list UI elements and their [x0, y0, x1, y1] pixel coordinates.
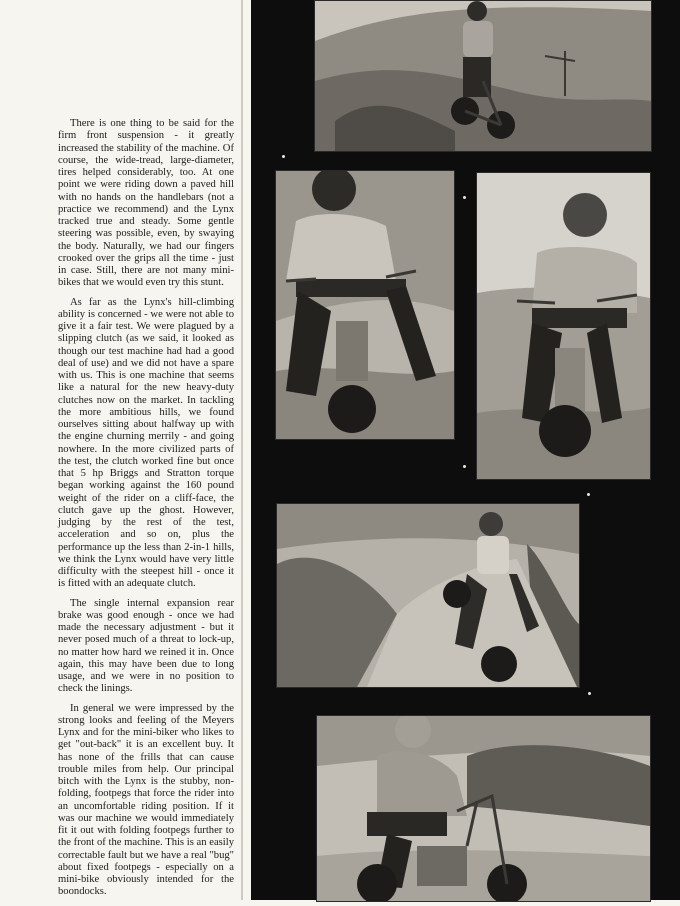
article-paragraph: In general we were impressed by the strong looks and feeling of the Meyers Lynx and for the mini-biker who likes to get "out-back" it is an excellent buy. It has none of the frills that can cause trouble miles from help. Our principal bitch with the Lynx is the stubby, non-folding, footpegs that force the rider into an uncomfortable riding position. If it was our machine we would immediately fit it out with folding footpegs further to the front of the machine. This is an easily correctable fault but we have a real "bug" about fixed footpegs - especially on a mini-bike obviously intended for the boondocks. [58, 702, 235, 898]
article-paragraph: There is one thing to be said for the firm front suspension - it greatly increased the stability of the machine. Of course, the wide-tread, large-diameter, tires helped considerably, too. At one point we were riding down a paved hill with no hands on the handlebars (not a practice we recommend) and the Lynx tracked true and steady. Some gentle steering was possible, even, by swaying the body. Naturally, we had our fingers crooked over the grips all the time - just in case. Still, there are not many mini-bikes that we would even try this stunt. [58, 118, 234, 289]
article-paragraph: As far as the Lynx's hill-climbing ability is concerned - we were not able to give it a fair test. We were plagued by a slipping clutch (as we said, it looked as though our test machine had had a good deal of use) and we did not have a spare with us. This is one machine that seems like a natural for the new heavy-duty clutches now on the market. In tackling the more ambitious hills, we found ourselves sitting about halfway up with the engine churning merrily - and going nowhere. In the more civilized parts of the test, the clutch worked fine but once that 5 hp Briggs and Stratton torque began working against the 160 pound weight of the rider on a cliff-face, the clutch gave up the ghost. However, judging by the rest of the test, acceleration and so on, plus the performance up the less than 2-in-1 hills, we think the Lynx would have very little difficulty with the steepest hill - once it is fitted with an adequate clutch. [58, 296, 234, 590]
photo-rider-closeup [476, 172, 651, 480]
photo-rider-hillside [314, 0, 652, 152]
photo-rider-closeup-image [477, 173, 650, 479]
photo-rider-front-view-image [276, 171, 454, 439]
article-text-column [58, 118, 234, 906]
photo-rider-side-view [316, 715, 651, 902]
decorative-dot [463, 196, 466, 199]
decorative-dot [587, 493, 590, 496]
decorative-dot [282, 155, 285, 158]
photo-rider-front-view [275, 170, 455, 440]
article-paragraph: The single internal expansion rear brake was good enough - once we had made the necessary adjustment - but it never posed much of a threat to lock-up, no matter how hard we reined it in. Once again, this may have been due to long usage, and we were in no position to check the linings. [58, 597, 234, 695]
decorative-dot [588, 692, 591, 695]
photo-rider-side-view-image [317, 716, 650, 901]
photo-rider-trail [276, 503, 580, 688]
column-divider [241, 0, 243, 900]
photo-rider-hillside-image [315, 1, 651, 151]
decorative-dot [463, 465, 466, 468]
photo-rider-trail-image [277, 504, 579, 687]
